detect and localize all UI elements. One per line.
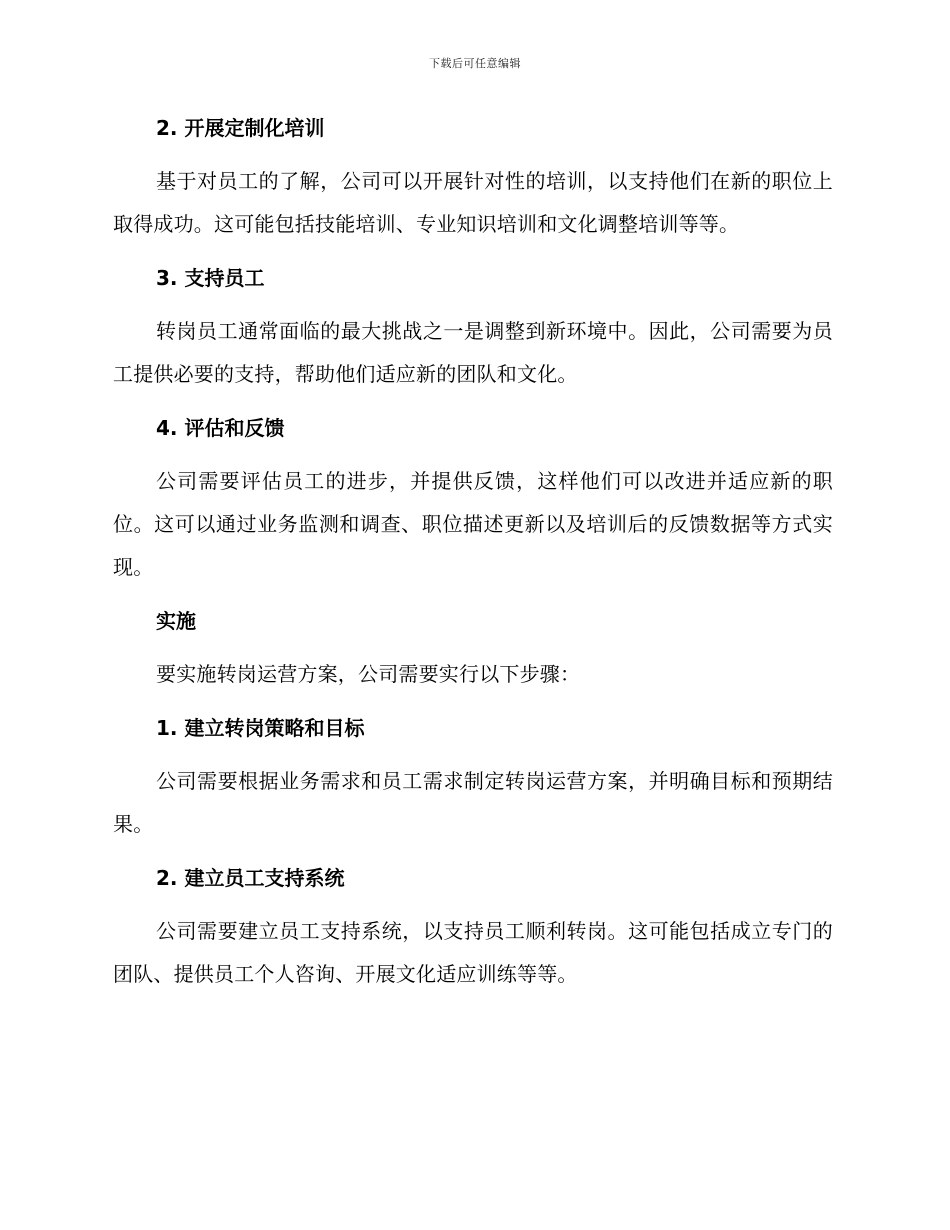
section-heading-strategy-goals: 1. 建立转岗策略和目标 bbox=[156, 716, 365, 740]
paragraph-implementation-intro: 要实施转岗运营方案，公司需要实行以下步骤： bbox=[156, 662, 581, 686]
section-heading-customized-training: 2. 开展定制化培训 bbox=[156, 116, 325, 140]
section-heading-support-employees: 3. 支持员工 bbox=[156, 266, 265, 290]
paragraph-support-employees: 转岗员工通常面临的最大挑战之一是调整到新环境中。因此，公司需要为员工提供必要的支持，帮助他们适应新的团队和文化。 bbox=[113, 319, 833, 386]
paragraph-strategy-goals: 公司需要根据业务需求和员工需求制定转岗运营方案，并明确目标和预期结果。 bbox=[113, 769, 833, 836]
page-header: 下载后可任意编辑 bbox=[429, 57, 521, 70]
paragraph-customized-training: 基于对员工的了解，公司可以开展针对性的培训，以支持他们在新的职位上取得成功。这可能包括技能培训、专业知识培训和文化调整培训等等。 bbox=[113, 169, 833, 236]
section-heading-evaluation-feedback: 4. 评估和反馈 bbox=[156, 416, 285, 440]
section-heading-support-system: 2. 建立员工支持系统 bbox=[156, 866, 345, 890]
paragraph-support-system: 公司需要建立员工支持系统，以支持员工顺利转岗。这可能包括成立专门的团队、提供员工个人咨询、开展文化适应训练等等。 bbox=[113, 919, 833, 986]
document-body bbox=[113, 110, 833, 1010]
paragraph-evaluation-feedback: 公司需要评估员工的进步，并提供反馈，这样他们可以改进并适应新的职位。这可以通过业务监测和调查、职位描述更新以及培训后的反馈数据等方式实现。 bbox=[113, 469, 833, 579]
section-heading-implementation: 实施 bbox=[156, 609, 196, 633]
